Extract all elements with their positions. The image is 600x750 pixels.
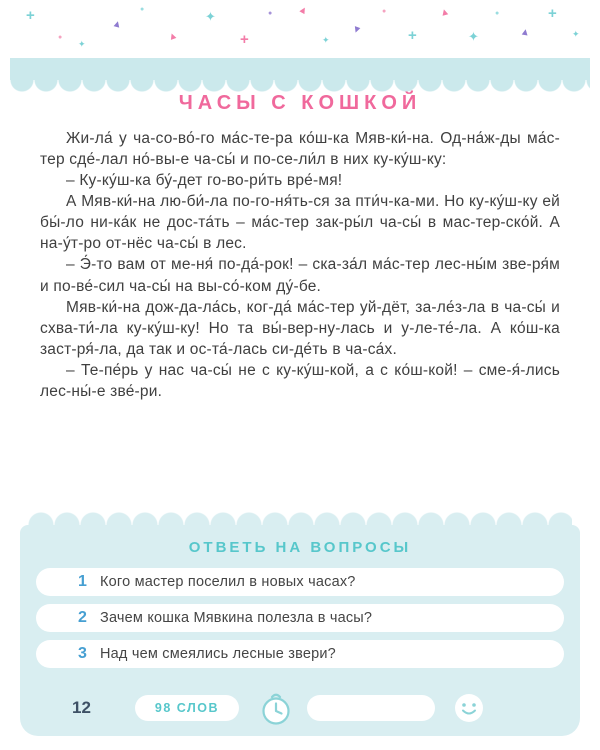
smiley-face-icon — [453, 692, 485, 724]
story-text — [40, 128, 560, 402]
confetti-dot-icon: ● — [382, 8, 387, 15]
confetti-plus-icon: + — [408, 27, 417, 44]
question-number: 3 — [78, 645, 87, 662]
page-number: 12 — [72, 698, 91, 717]
confetti-star-icon: ✦ — [205, 9, 216, 24]
story-title: ЧАСЫ С КОШКОЙ — [178, 92, 422, 114]
confetti-star-icon: ✦ — [468, 29, 479, 44]
question-text: Зачем кошка Мявкина полезла в часы? — [100, 610, 373, 626]
story-paragraph: – Ку-ку́ш-ка бу́-дет го-во-ри́ть вре́-мя! — [66, 172, 343, 190]
panel-body — [20, 525, 580, 736]
question-number: 1 — [78, 573, 87, 590]
confetti-triangle-icon: ▲ — [110, 17, 124, 32]
story-paragraph: – Э́-то вам от ме-ня́ по-да́-рок! – ска-за́л ма́с-тер лес-ны́м зве-ря́м и по-ве́-сил ча-сы́ на вы-со́-ком ду́-бе. — [40, 256, 560, 295]
story-paragraph: А Мяв-ки́-на лю-би́-ла по-го-ня́ть-ся за пти́ч-ка-ми. Но ку-ку́ш-ку ей бы́-ло ни-ка́к не дос-та́ть – ма́с-тер зак-ры́л ча-сы́ в мас-тер-ско́й. А на-у́т-ро от-нёс ча-сы́ в лес. — [40, 193, 560, 253]
story-paragraph: Мяв-ки́-на дож-да-ла́сь, ког-да́ ма́с-тер уй-дёт, за-ле́з-ла в ча-сы́ и схва-ти́-ла ку-ку́ш-ку! Но та вы́-вер-ну-лась и у-ле-те́-ла. А ко́ш-ка заст-ря́-ла, да так и ос-та́-лась си-де́ть в ча-са́х. — [40, 298, 560, 358]
story-paragraph: Жи-ла́ у ча-со-во́-го ма́с-те-ра ко́ш-ка Мяв-ки́-на. Од-на́ж-ды ма́с-тер сде́-лал но́-вы-е ча-сы́ и по-се-ли́л в них ку-ку́ш-ку: — [40, 130, 560, 169]
confetti-triangle-icon: ▲ — [350, 22, 364, 37]
confetti-dot-icon: ● — [140, 6, 145, 13]
confetti-decoration — [0, 0, 600, 58]
questions-list — [36, 568, 564, 668]
panel-footer — [44, 690, 556, 726]
confetti-triangle-icon: ▲ — [296, 3, 311, 18]
questions-panel — [20, 512, 580, 736]
question-row — [36, 568, 564, 596]
question-text: Кого мастер поселил в новых часах? — [100, 574, 356, 590]
panel-scalloped-edge — [28, 512, 572, 525]
questions-header: ОТВЕТЬ НА ВОПРОСЫ — [188, 539, 412, 556]
confetti-star-icon: ✦ — [78, 39, 86, 49]
confetti-triangle-icon: ▲ — [438, 5, 452, 20]
reading-time-field[interactable] — [307, 695, 435, 721]
confetti-plus-icon: + — [26, 7, 35, 24]
question-text: Над чем смеялись лесные звери? — [100, 646, 336, 662]
confetti-star-icon: ✦ — [322, 35, 330, 45]
confetti-dot-icon: ● — [268, 10, 273, 17]
clock-icon — [259, 690, 293, 726]
confetti-dot-icon: ● — [495, 10, 500, 17]
confetti-triangle-icon: ▲ — [519, 26, 531, 39]
confetti-plus-icon: + — [240, 31, 249, 48]
question-row — [36, 604, 564, 632]
word-count-badge: 98 СЛОВ — [135, 695, 239, 721]
confetti-dot-icon: ● — [58, 34, 63, 41]
confetti-triangle-icon: ▲ — [166, 29, 180, 44]
scalloped-ribbon — [10, 58, 590, 80]
question-number: 2 — [78, 609, 87, 626]
confetti-star-icon: ✦ — [572, 29, 580, 39]
question-row — [36, 640, 564, 668]
confetti-plus-icon: + — [548, 5, 557, 22]
story-paragraph: – Те-пе́рь у нас ча-сы́ не с ку-ку́ш-кой, а с ко́ш-кой! – сме-я́-лись лес-ны́-е зве́-ри. — [40, 361, 560, 400]
